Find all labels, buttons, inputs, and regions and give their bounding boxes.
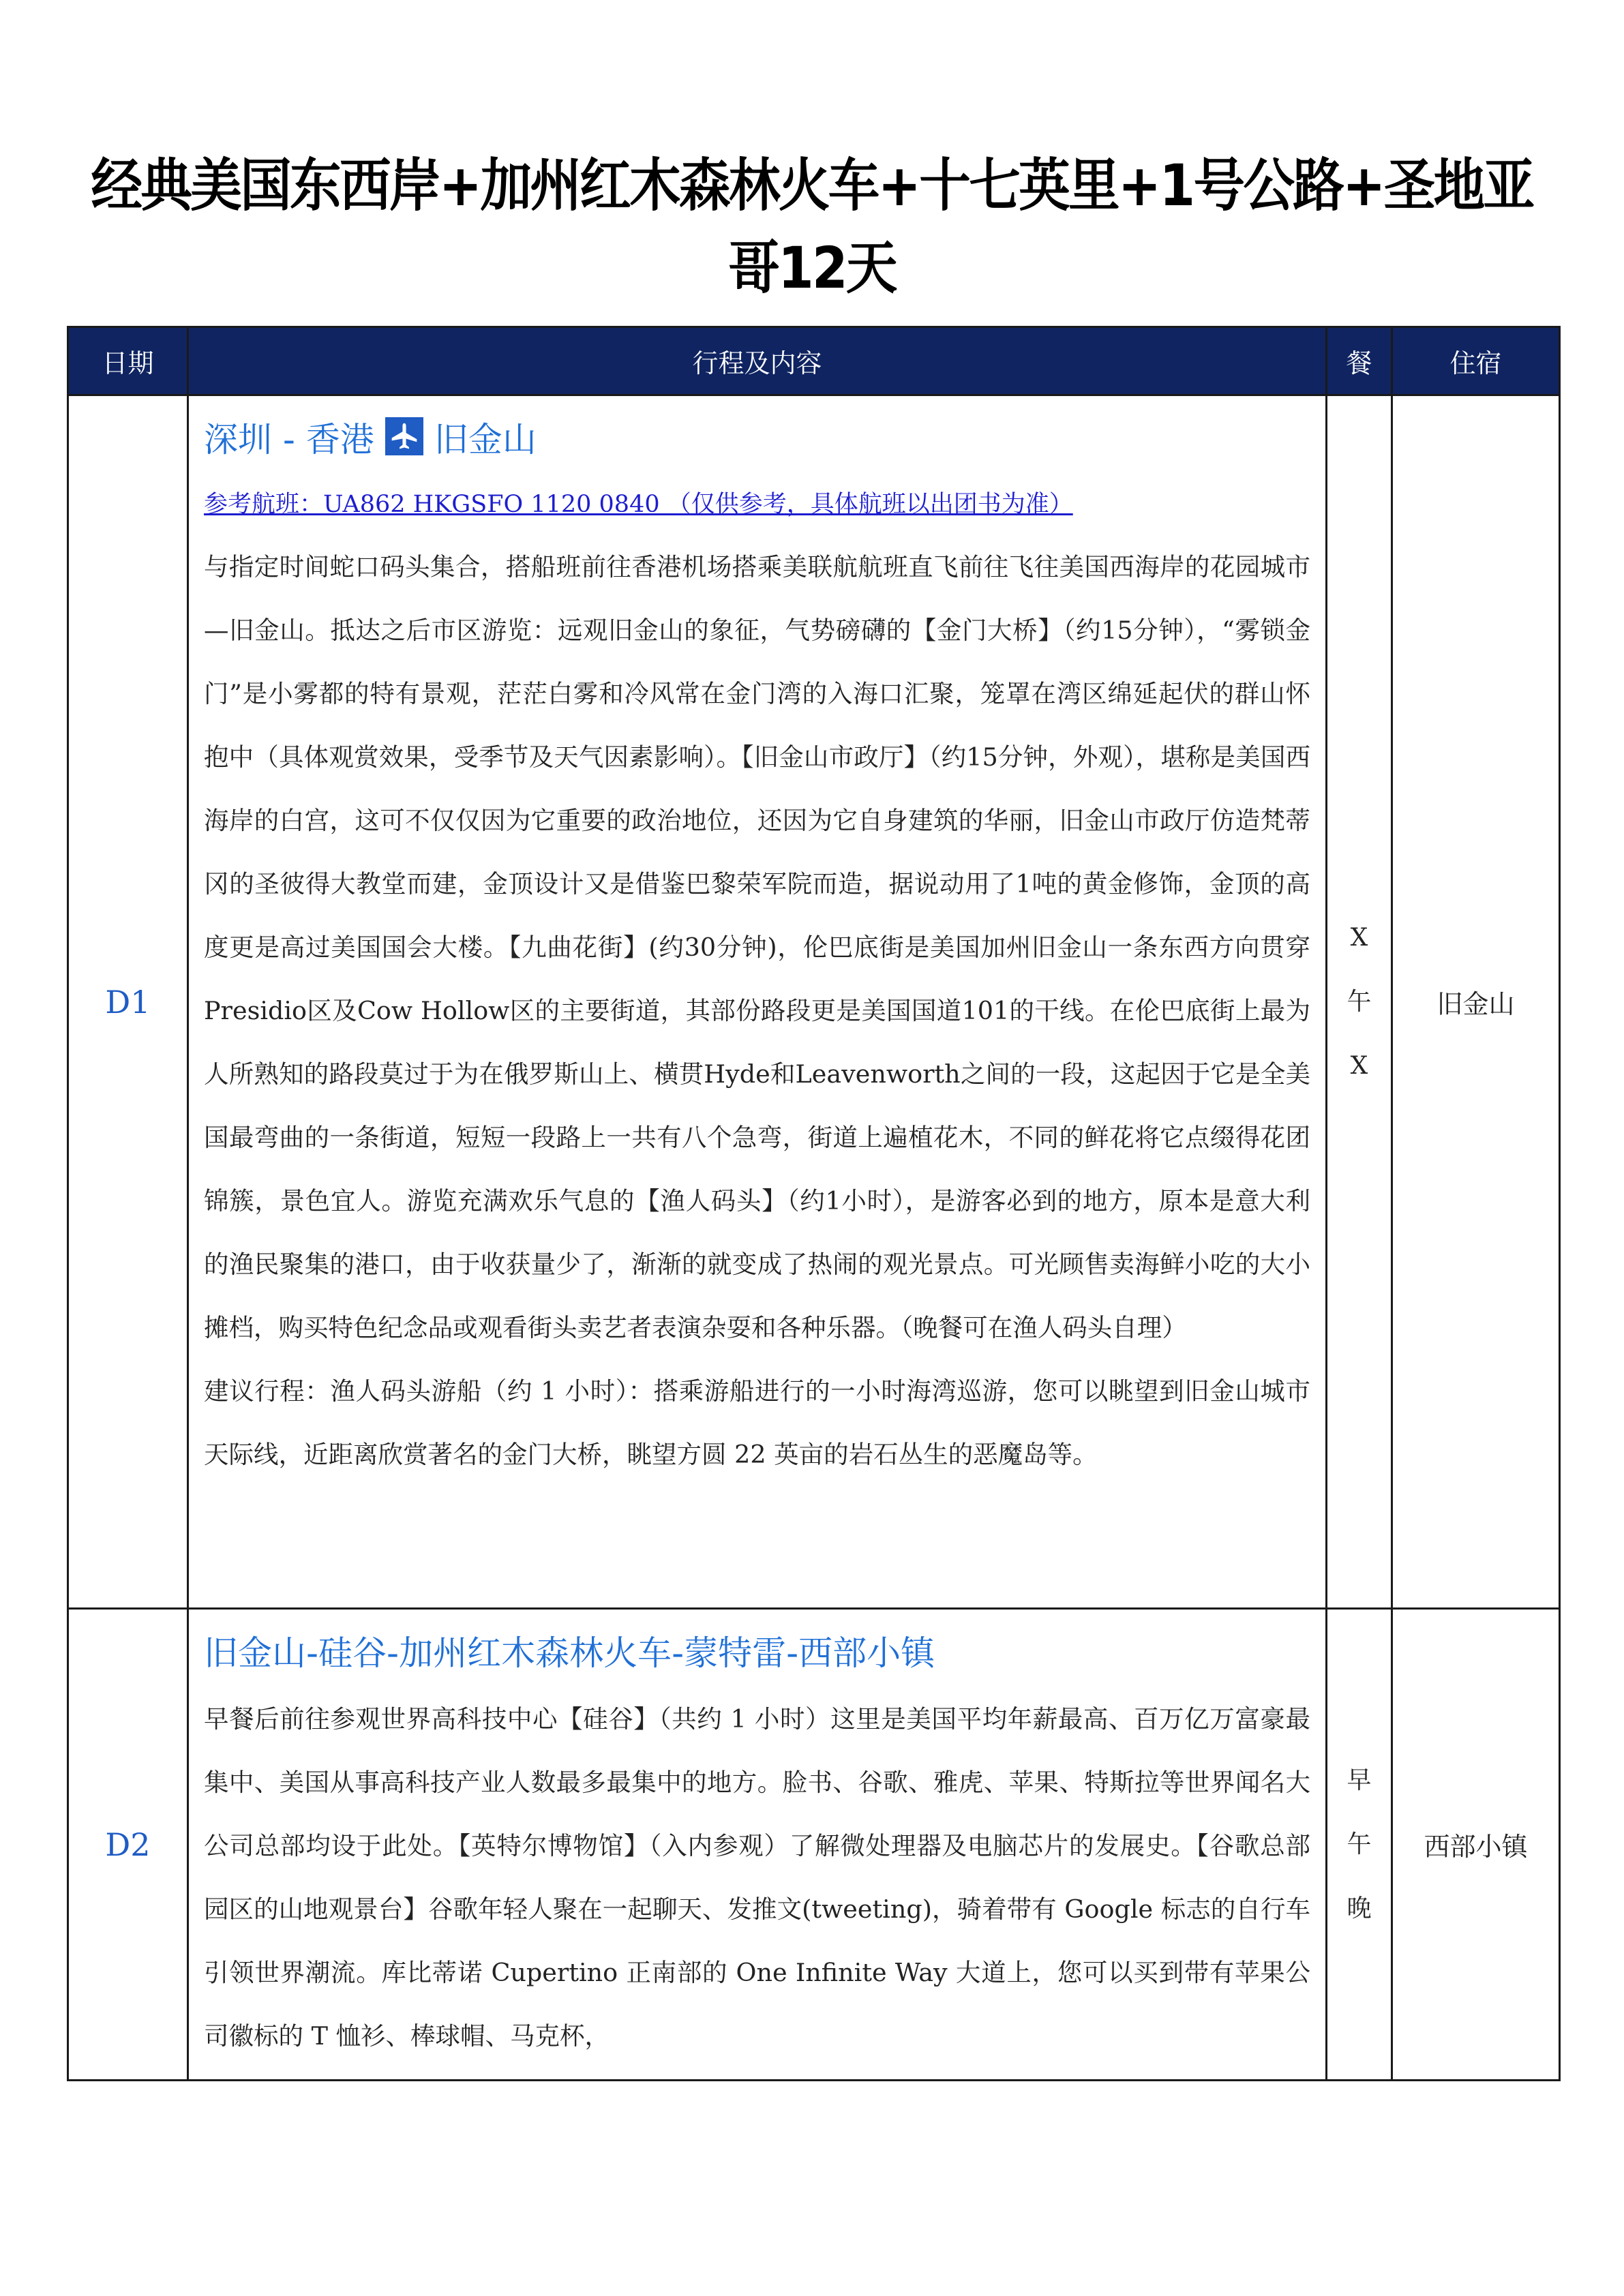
hotel-cell: 旧金山 <box>1392 395 1560 1609</box>
day-description: 与指定时间蛇口码头集合，搭船班前往香港机场搭乘美联航航班直飞前往飞往美国西海岸的花园城市—旧金山。抵达之后市区游览：远观旧金山的象征，气势磅礴的【金门大桥】（约15分钟），“雾锁金门”是小雾都的特有景观，茫茫白雾和冷风常在金门湾的入海口汇聚，笼罩在湾区绵延起伏的群山怀抱中（具体观赏效果，受季节及天气因素影响）。【旧金山市政厅】（约15分钟，外观），堪称是美国西海岸的白宫，这可不仅仅因为它重要的政治地位，还因为它自身建筑的华丽，旧金山市政厅仿造梵蒂冈的圣彼得大教堂而建，金顶设计又是借鉴巴黎荣军院而造，据说动用了1吨的黄金修饰，金顶的高度更是高过美国国会大楼。【九曲花街】(约30分钟)，伦巴底街是美国加州旧金山一条东西方向贯穿Presidio区及Cow Hollow区的主要街道，其部份路段更是美国国道101的干线。在伦巴底街上最为人所熟知的路段莫过于为在俄罗斯山上、横贯Hyde和Leavenworth之间的一段，这起因于它是全美国最弯曲的一条街道，短短一段路上一共有八个急弯，街道上遍植花木，不同的鲜花将它点缀得花团锦簇，景色宜人。游览充满欢乐气息的【渔人码头】（约1小时），是游客必到的地方，原本是意大利的渔民聚集的港口，由于收获量少了，渐渐的就变成了热闹的观光景点。可光顾售卖海鲜小吃的大小摊档，购买特色纪念品或观看街头卖艺者表演杂耍和各种乐器。（晚餐可在渔人码头自理） <box>204 552 1310 1342</box>
day-label: D2 <box>68 1609 188 2081</box>
flight-reference-link[interactable]: 参考航班：UA862 HKGSFO 1120 0840 （仅供参考，具体航班以出团书为准） <box>204 491 1073 518</box>
header-hotel: 住宿 <box>1392 327 1560 395</box>
route-title: 旧金山-硅谷-加州红木森林火车-蒙特雷-西部小镇 <box>204 1633 935 1673</box>
hotel-cell: 西部小镇 <box>1392 1609 1560 2081</box>
header-date: 日期 <box>68 327 188 395</box>
meal-lunch: 午 <box>1347 987 1372 1016</box>
route-to: 旧金山 <box>434 420 537 459</box>
airplane-icon <box>385 417 423 455</box>
header-content: 行程及内容 <box>188 327 1327 395</box>
table-row-d2 <box>68 1609 1560 2081</box>
meal-cell <box>1327 395 1392 1609</box>
table-header-row <box>68 327 1560 395</box>
table-row-d1 <box>68 395 1560 1609</box>
header-meal: 餐 <box>1327 327 1392 395</box>
meal-breakfast: 早 <box>1347 1766 1372 1794</box>
itinerary-table <box>67 326 1561 2081</box>
meal-dinner: 晚 <box>1347 1894 1372 1922</box>
day-suggestion: 建议行程：渔人码头游船（约 1 小时）：搭乘游船进行的一小时海湾巡游，您可以眺望到旧金山城市天际线，近距离欣赏著名的金门大桥，眺望方圆 22 英亩的岩石丛生的恶魔岛等。 <box>204 1376 1310 1469</box>
meal-dinner: X <box>1350 1051 1368 1080</box>
route-from: 深圳 - 香港 <box>204 420 374 459</box>
day-label: D1 <box>68 395 188 1609</box>
route-title <box>204 406 1310 474</box>
meal-breakfast: X <box>1350 923 1368 952</box>
page-title: 经典美国东西岸+加州红木森林火车+十七英里+1号公路+圣地亚哥12天 <box>91 152 1533 301</box>
day-content <box>188 395 1327 1609</box>
meal-lunch: 午 <box>1347 1830 1372 1858</box>
meal-cell <box>1327 1609 1392 2081</box>
day-description: 早餐后前往参观世界高科技中心【硅谷】（共约 1 小时）这里是美国平均年薪最高、百万亿万富豪最集中、美国从事高科技产业人数最多最集中的地方。脸书、谷歌、雅虎、苹果、特斯拉等世界闻名大公司总部均设于此处。【英特尔博物馆】（入内参观）了解微处理器及电脑芯片的发展史。【谷歌总部园区的山地观景台】谷歌年轻人聚在一起聊天、发推文(tweeting)，骑着带有 Google 标志的自行车引领世界潮流。库比蒂诺 Cupertino 正南部的 One Infinite Way 大道上，您可以买到带有苹果公司徽标的 T 恤衫、棒球帽、马克杯， <box>204 1704 1310 2051</box>
day-content <box>188 1609 1327 2081</box>
